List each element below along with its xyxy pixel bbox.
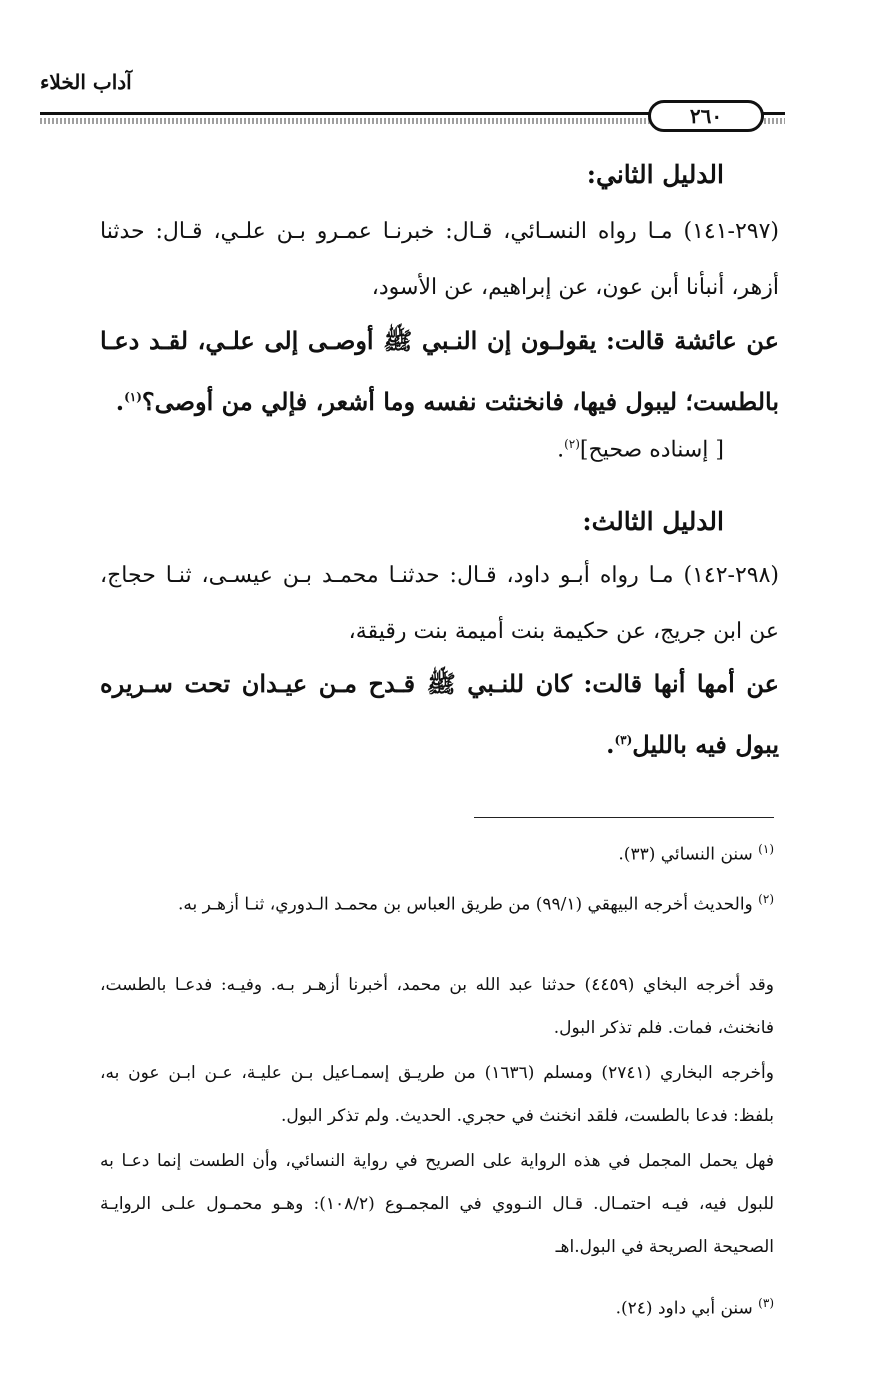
footnote-separator	[474, 817, 774, 818]
matn-text-2: عن عائشة قالت: يقولـون إن النـبي ﷺ أوصـى إلى علـي، لقـد دعـا بالطست؛ ليبول فيها، فانخنثت نفسه وما أشعر، فإلي من أوصى؟	[100, 326, 779, 416]
footnote-ref-1: (١)	[124, 390, 142, 404]
footnote-ref-3: (٣)	[614, 733, 633, 747]
footnote-2-text: والحديث أخرجه البيهقي (٩٩/١) من طريق العباس بن محمـد الـدوري، ثنـا أزهـر به.	[178, 894, 753, 915]
footnote-3	[100, 1282, 774, 1331]
header-rule	[40, 100, 785, 130]
footnote-2-para-4: فهل يحمل المجمل في هذه الرواية على الصريح في رواية النسائي، وأن الطست إنما دعـا به للبول فيه، فيـه احتمـال. قـال النـووي في المجمـوع (١٠٨/٢): وهـو محمـول علـى الروايـة الصحيحة الصريحة في البول.اهـ	[100, 1151, 774, 1257]
footnote-2	[100, 878, 774, 927]
matn-paragraph-3: عن أمها أنها قالت: كان للنـبي ﷺ قـدح مـن عيـدان تحت سـريره يبول فيه بالليل$^{(٣)}$.	[100, 669, 779, 759]
footnote-2-para-2: وقد أخرجه البخاي (٤٤٥٩) حدثنا عبد الله بن محمد، أخبرنا أزهـر بـه. وفيـه: فدعـا بالطست، فانخنث، فمات. فلم تذكر البول.	[100, 975, 774, 1038]
footnote-3-text: سنن أبي داود (٢٤).	[615, 1298, 753, 1319]
isnad-paragraph-3: (٢٩٨-١٤٢) مـا رواه أبـو داود، قـال: حدثنـا محمـد بـن عيسـى، ثنـا حجاج، عن ابن جريج، عن حكيمة بنت أميمة بنت رقيقة،	[100, 563, 779, 644]
running-title: آداب الخلاء	[40, 70, 132, 94]
footnote-mark-2: (٢)	[758, 892, 774, 906]
grade-text: [ إسناده صحيح]	[579, 437, 724, 463]
footnote-1	[100, 828, 774, 877]
footnote-ref-2: (٢)	[564, 437, 580, 451]
section-heading-2: الدليل الثاني:	[586, 160, 724, 189]
matn-text-3: عن أمها أنها قالت: كان للنـبي ﷺ قـدح مـن عيـدان تحت سـريره يبول فيه بالليل	[100, 669, 779, 759]
grade-note: [ إسناده صحيح]$^{(٢)}$.	[557, 437, 724, 463]
page-number: ٢٦٠	[648, 100, 764, 132]
section-heading-3: الدليل الثالث:	[582, 507, 724, 536]
isnad-paragraph-2: (٢٩٧-١٤١) مـا رواه النسـائي، قـال: خبرنـا عمـرو بـن علـي، قـال: حدثنا أزهر، أنبأنا أبن عون، عن إبراهيم، عن الأسود،	[100, 219, 779, 300]
footnote-mark-3: (٣)	[758, 1296, 774, 1310]
footnote-1-text: سنن النسائي (٣٣).	[618, 844, 753, 865]
footnote-mark-1: (١)	[758, 842, 774, 856]
footnote-2-para-3: وأخرجه البخاري (٢٧٤١) ومسلم (١٦٣٦) من طريـق إسمـاعيل بـن عليـة، عـن ابـن عون به، بلفظ: فدعا بالطست، فلقد انخنث في حجري. الحديث. ولم تذكر البول.	[100, 1063, 774, 1126]
matn-paragraph-2: عن عائشة قالت: يقولـون إن النـبي ﷺ أوصـى إلى علـي، لقـد دعـا بالطست؛ ليبول فيها، فانخنثت نفسه وما أشعر، فإلي من أوصى؟$^{(١)}$.	[100, 326, 779, 416]
